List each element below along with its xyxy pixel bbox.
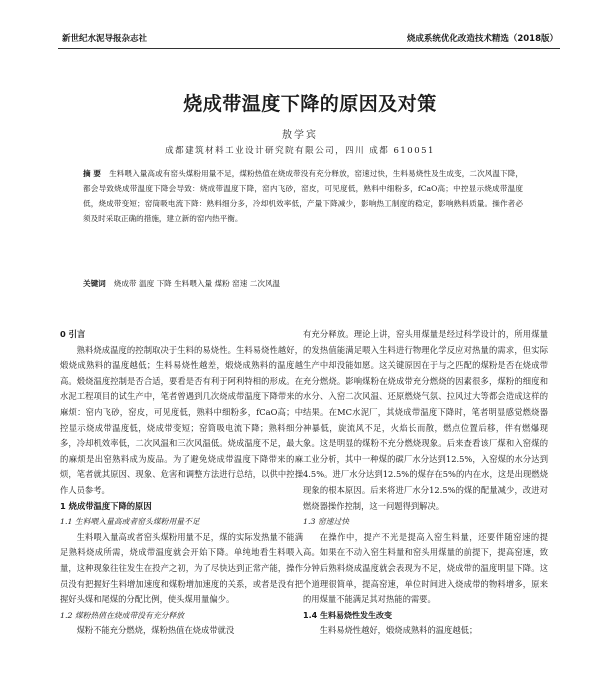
abstract (83, 166, 523, 226)
section-heading: 1 烧成带温度下降的原因 (60, 500, 152, 511)
abstract-text: 生料喂入量高或有窑头煤粉用量不足，煤粉热值在烧成带没有充分释放，窑速过快，生料易烧性及生成变，二次风温下降，都会导致烧成带温度下降会导致：烧成带温度下降，窑内飞砂，窑皮，可见度低，熟料中细粉多，fCaO高；中控显示烧成带温度低，烧成带变短；窑筒吸电流下降：熟料细分多，冷却机效率低，产量下降减少，影响热工制度的稳定，影响熟料质量。操作者必须及时采取正确的措施，建立新的窑内热平衡。 (83, 169, 523, 223)
section-heading: 1.2 煤粉热值在烧成带没有充分释放 (60, 610, 185, 620)
abstract-label: 摘 要 (83, 169, 102, 178)
section-heading: 1.1 生料喂入量高或者窑头煤粉用量不足 (60, 517, 200, 527)
paragraph: 煤粉不能充分燃烧，煤粉热值在烧成带就没 (76, 625, 235, 636)
author: 敖学宾 (282, 130, 318, 141)
paragraph: 生料易烧性越好，煅烧成熟料的温度越低； (319, 625, 478, 636)
keywords-label: 关键词 (83, 279, 106, 288)
keywords-text: 烧成带 温度 下降 生料喂入量 煤粉 窑速 二次风温 (113, 279, 281, 288)
running-header (62, 30, 558, 46)
header-rule (58, 48, 560, 49)
section-heading: 0 引言 (60, 329, 86, 339)
section-heading: 1.3 窑速过快 (303, 517, 350, 527)
header-right: 烧成系统优化改造技术精选（2018版） (406, 34, 558, 44)
section-heading: 1.4 生料易烧性发生改变 (303, 610, 392, 620)
paragraph: 熟料烧成温度的控制取决于生料的易烧性。生料易烧性越好，煅烧成熟料的温度越低；生料易烧性越差，煅烧成熟料的温度越高。煅烧温度控制是否合适，要看是否有利于阿利特相的形成。在水泥工程项目的试生产中，笔者曾遇到几次烧成带温度下降带来的麻烦：窑内飞砂，窑皮，可见度低，熟料中细粉多，fCaO高；中控显示烧成带温度低，烧成带变短；窑筒吸电流下降；熟料细分多，冷却机效率低，二次风温和三次风温低。烧成温度不足，最大的麻烦是出窑熟料成为废品。为了避免烧成带温度下降带来的麻烦，笔者就其原因、现象、危害和调整方法进行总结，以供中控操作人员参考。 (60, 344, 303, 495)
right-column (303, 327, 548, 639)
header-left: 新世纪水泥导报杂志社 (62, 34, 148, 44)
paragraph: 有充分释放。理论上讲，窑头用煤量是经过科学设计的，所用煤量的发热值能满足喂入生料进行物理化学反应对热量的需求，但实际生产中却没能如愿。这关键原因在于与之匹配的煤粉是否在烧成带充分燃烧。影响煤粉在烧成带充分燃烧的因素很多，煤粉的细度和水分、入窑二次风温、还原燃烧气氛、拉风过大等都会造成这样的结果。在MC水泥厂，其烧成带温度下降时，笔者明显感觉燃烧器神暴低，旋流风不足，火焰长而散，燃点位置后移，伴有燃爆现象。这是明显的煤粉不充分燃烧现象。后来查看该厂煤和入窑煤的工业分析，其中一种煤的碳厂水分达到12.5%，入窑煤的水分达到4.5%。进厂水分达到12.5%的煤存在5%的内在水，这是出现燃烧现象的根本原因。后来将进厂水分12.5%的煤的配量减少，改进对燃烧器操作控制，这一问题得到解决。 (303, 329, 548, 511)
paragraph: 生料喂入量高或者窑头煤粉用量不足，煤的实际发热量不能满足熟料烧成所需，烧成带温度就会开始下降。单纯地看生料喂入量，这种现象往往发生在投产之初，为了尽快达到正常产能，操作员没有把握好生料增加速度和煤粉增加速度的关系，或者是没有把握好头煤和尾煤的分配比例，使头煤用量偏少。 (60, 531, 303, 605)
keywords (83, 276, 523, 291)
affiliation: 成都建筑材料工业设计研究院有限公司，四川 成都 610051 (165, 146, 435, 156)
paragraph: 在操作中，提产不光是提高入窑生料量，还要伴随窑速的提高。如果在不动入窑生料量和窑头用煤量的前提下，提高窑速，致分钟后熟料烧成温度就会表现为不足，烧成带的温度明显下降。这个道理很简单，提高窑速，单位时间进入烧成带的物料增多，原来的用煤量不能满足其对热能的需要。 (303, 531, 548, 605)
paper-title: 烧成带温度下降的原因及对策 (183, 93, 437, 115)
left-column (60, 327, 303, 639)
